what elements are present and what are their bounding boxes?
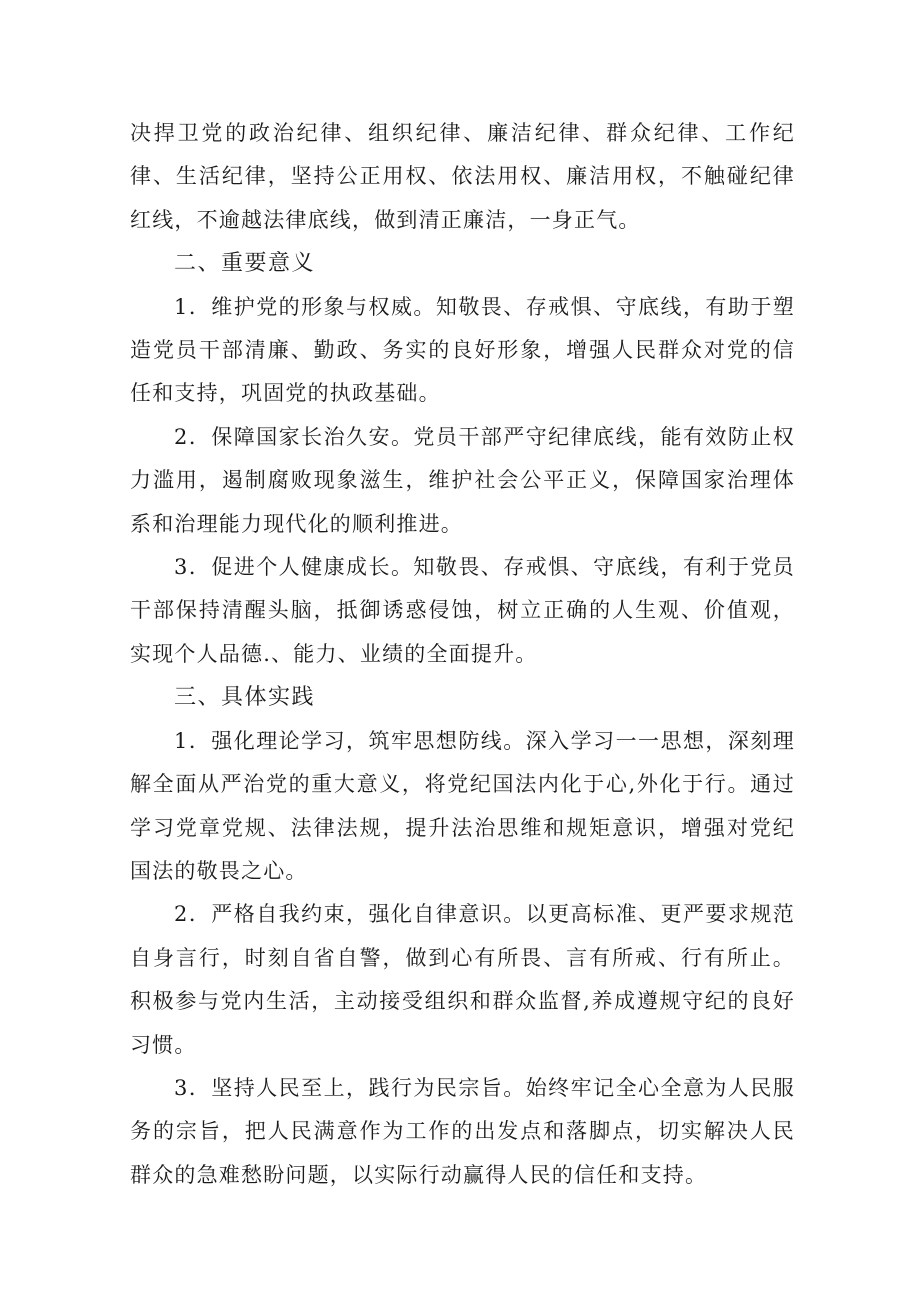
- intro-continuation-paragraph: 决捍卫党的政治纪律、组织纪律、廉洁纪律、群众纪律、工作纪律、生活纪律，坚持公正用权、依法用权、廉洁用权，不触碰纪律红线，不逾越法律底线，做到清正廉洁，一身正气。: [130, 121, 795, 232]
- section-heading-practice: 三、具体实践: [174, 685, 316, 711]
- practice-paragraph-3: 3．坚持人民至上，践行为民宗旨。始终牢记全心全意为人民服务的宗旨，把人民满意作为工作的出发点和落脚点，切实解决人民群众的急难愁盼问题，以实际行动赢得人民的信任和支持。: [130, 1075, 795, 1187]
- significance-paragraph-1: 1．维护党的形象与权威。知敬畏、存戒惧、守底线，有助于塑造党员干部清廉、勤政、务实的良好形象，增强人民群众对党的信任和支持，巩固党的执政基础。: [130, 294, 795, 406]
- significance-paragraph-3: 3．促进个人健康成长。知敬畏、存戒惧、守底线，有利于党员干部保持清醒头脑，抵御诱惑侵蚀，树立正确的人生观、价值观，实现个人品德.、能力、业绩的全面提升。: [130, 555, 795, 666]
- practice-paragraph-2: 2．严格自我约束，强化自律意识。以更高标准、更严要求规范自身言行，时刻自省自警，做到心有所畏、言有所戒、行有所止。积极参与党内生活，主动接受组织和群众监督,养成遵规守纪的良好习惯。: [130, 902, 795, 1057]
- significance-paragraph-2: 2．保障国家长治久安。党员干部严守纪律底线，能有效防止权力滥用，遏制腐败现象滋生，维护社会公平正义，保障国家治理体系和治理能力现代化的顺利推进。: [130, 424, 795, 536]
- section-heading-significance: 二、重要意义: [174, 251, 316, 277]
- document-page: [130, 112, 795, 1197]
- practice-paragraph-1: 1．强化理论学习，筑牢思想防线。深入学习一一思想，深刻理解全面从严治党的重大意义，将党纪国法内化于心,外化于行。通过学习党章党规、法律法规，提升法治思维和规矩意识，增强对党纪国法的敬畏之心。: [130, 728, 795, 883]
